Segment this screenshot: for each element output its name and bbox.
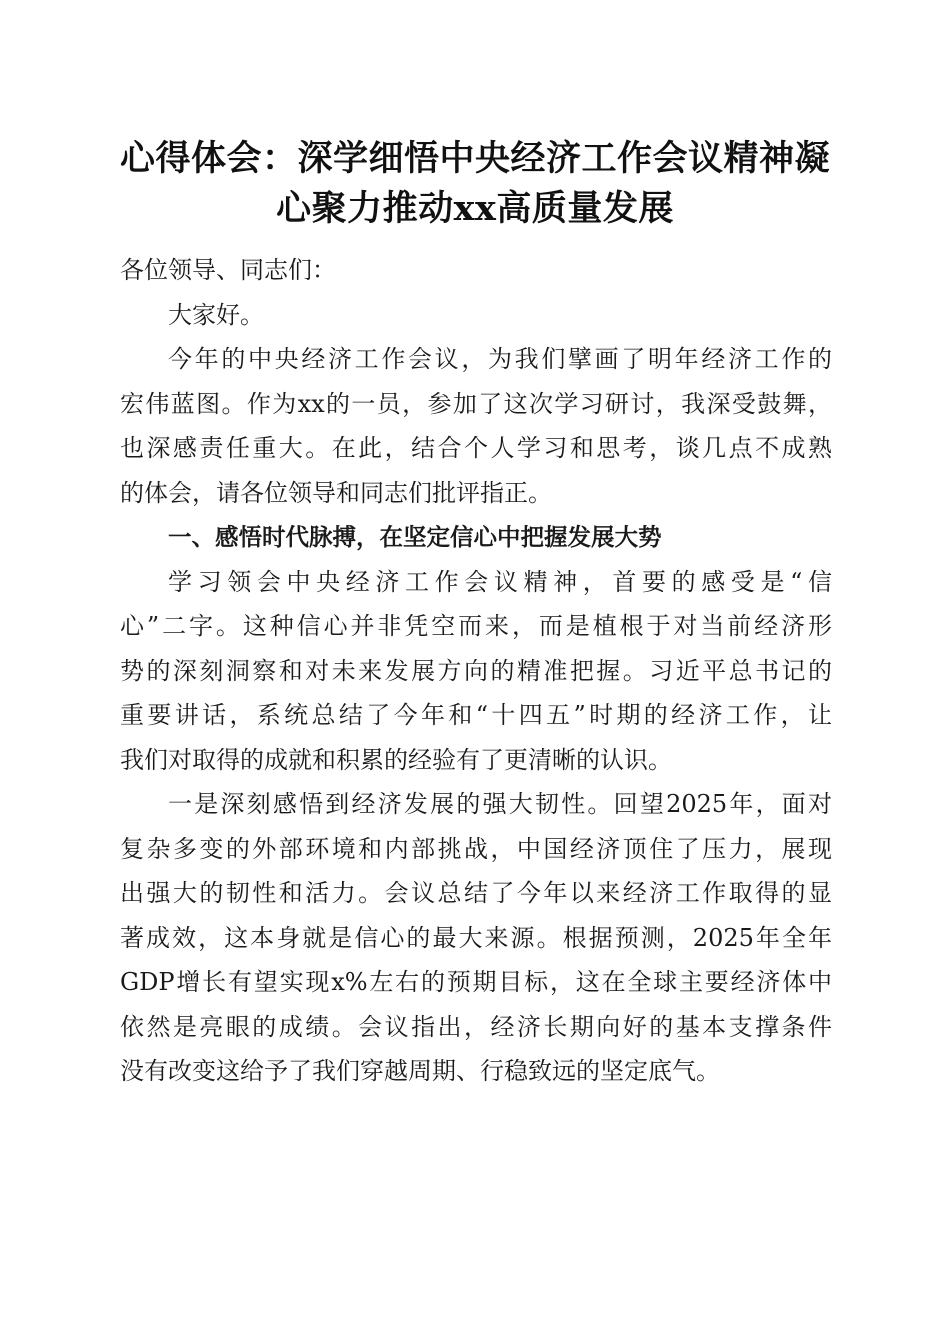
- paragraph-line: 一是深刻感悟到经济发展的强大韧性。回望2025年，面对: [168, 790, 832, 818]
- title-line-1: 心得体会：深学细悟中央经济工作会议精神凝: [119, 138, 830, 179]
- title-line-2: 心聚力推动xx高质量发展: [276, 188, 674, 229]
- salutation: 各位领导、同志们：: [120, 256, 336, 284]
- paragraph-line: 没有改变这给予了我们穿越周期、行稳致远的坚定底气。: [120, 1057, 720, 1085]
- paragraph-line: GDP增长有望实现x%左右的预期目标，这在全球主要经济体中: [120, 968, 832, 996]
- paragraph-line: 的体会，请各位领导和同志们批评指正。: [120, 478, 552, 507]
- document-title: [100, 134, 850, 234]
- paragraph-line: 今年的中央经济工作会议，为我们擘画了明年经济工作的: [168, 345, 832, 373]
- document-body: [120, 248, 832, 1094]
- paragraph-line: 学习领会中央经济工作会议精神，首要的感受是“信: [168, 567, 832, 596]
- intro-paragraph: [120, 337, 832, 515]
- greeting: 大家好。: [168, 300, 264, 329]
- section-paragraph-1: [120, 560, 832, 783]
- paragraph-line: 依然是亮眼的成绩。会议指出，经济长期向好的基本支撑条件: [120, 1012, 832, 1041]
- paragraph-line: 也深感责任重大。在此，结合个人学习和思考，谈几点不成熟: [120, 434, 832, 462]
- paragraph-line: 宏伟蓝图。作为xx的一员，参加了这次学习研讨，我深受鼓舞，: [120, 389, 832, 418]
- paragraph-line: 势的深刻洞察和对未来发展方向的精准把握。习近平总书记的: [120, 656, 832, 685]
- paragraph-line: 复杂多变的外部环境和内部挑战，中国经济顶住了压力，展现: [120, 834, 832, 863]
- section-paragraph-2: [120, 782, 832, 1094]
- paragraph-line: 重要讲话，系统总结了今年和“十四五”时期的经济工作，让: [120, 701, 832, 729]
- paragraph-line: 我们对取得的成就和积累的经验有了更清晰的认识。: [120, 745, 672, 774]
- paragraph-line: 心”二字。这种信心并非凭空而来，而是植根于对当前经济形: [120, 612, 832, 640]
- section-heading: 一、感悟时代脉搏，在坚定信心中把握发展大势: [168, 523, 662, 551]
- paragraph-line: 出强大的韧性和活力。会议总结了今年以来经济工作取得的显: [120, 879, 832, 907]
- paragraph-line: 著成效，这本身就是信心的最大来源。根据预测，2025年全年: [120, 923, 832, 952]
